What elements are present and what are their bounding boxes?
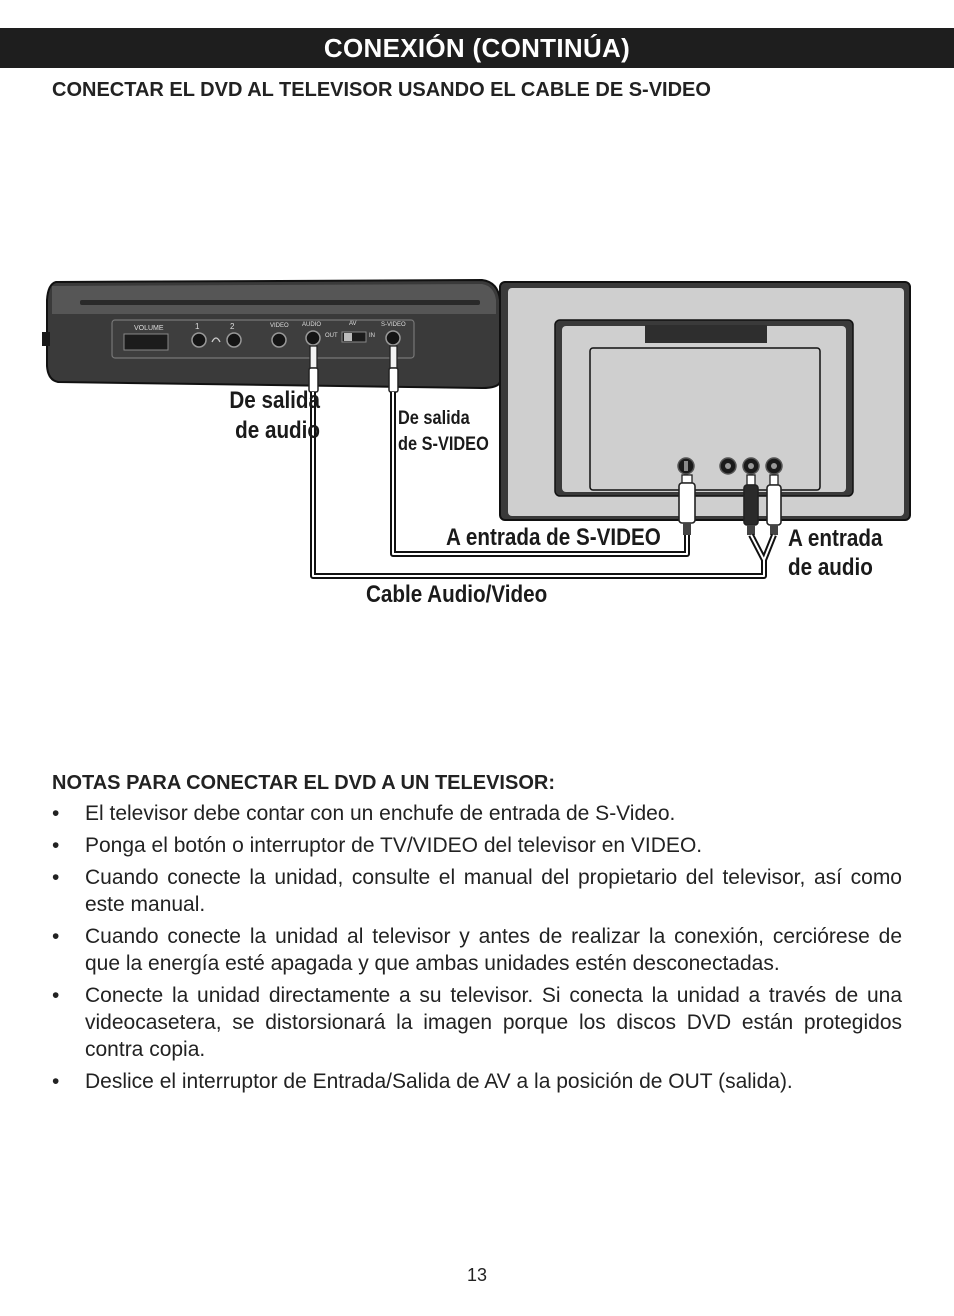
callout-cable: Cable Audio/Video <box>366 581 548 608</box>
callout-audio-out <box>174 386 320 446</box>
callout-svideo-out-line1: De salida <box>398 408 470 429</box>
notes-list <box>52 800 902 1100</box>
bullet-icon: • <box>52 925 60 948</box>
bullet-icon: • <box>52 802 60 825</box>
bullet-icon: • <box>52 984 60 1007</box>
note-text: El televisor debe contar con un enchufe de entrada de S-Video. <box>85 802 676 825</box>
panel-label-audio: AUDIO <box>302 322 322 328</box>
note-text: Cuando conecte la unidad al televisor y antes de realizar la conexión, cerciórese de que la energía esté apagada y que ambas unidades estén desconectadas. <box>85 925 902 975</box>
panel-label-av: AV <box>349 321 357 327</box>
panel-label-phones-2: 2 <box>230 322 235 331</box>
callout-audio-out-line2: de audio <box>235 417 320 444</box>
list-item <box>52 982 902 1063</box>
callout-audio-out-line1: De salida <box>229 387 320 414</box>
bullet-icon: • <box>52 866 60 889</box>
note-text: Conecte la unidad directamente a su televisor. Si conecta la unidad a través de una videocasetera, se distorsionará la imagen porque los discos DVD están protegidos contra copia. <box>85 984 902 1061</box>
callout-audio-in-line2: de audio <box>788 554 873 581</box>
callout-audio-in <box>788 524 882 582</box>
note-text: Deslice el interruptor de Entrada/Salida de AV a la posición de OUT (salida). <box>85 1070 793 1093</box>
list-item <box>52 832 902 859</box>
panel-label-video: VIDEO <box>270 323 289 329</box>
callout-audio-in-line1: A entrada <box>788 525 883 552</box>
panel-label-out: OUT <box>325 333 338 339</box>
list-item <box>52 800 902 827</box>
panel-label-volume: VOLUME <box>134 325 164 332</box>
bullet-icon: • <box>52 834 60 857</box>
notes-title: NOTAS PARA CONECTAR EL DVD A UN TELEVISOR: <box>52 772 555 794</box>
panel-label-in: IN <box>369 333 375 339</box>
callout-svideo-out-line2: de S-VIDEO <box>398 434 489 455</box>
note-text: Cuando conecte la unidad, consulte el manual del propietario del televisor, así como este manual. <box>85 866 902 916</box>
panel-label-svideo: S-VIDEO <box>381 322 406 328</box>
page-title: CONEXIÓN (CONTINÚA) <box>0 28 954 68</box>
section-subtitle: CONECTAR EL DVD AL TELEVISOR USANDO EL CABLE DE S-VIDEO <box>52 79 711 101</box>
callout-svideo-in: A entrada de S-VIDEO <box>446 524 661 551</box>
list-item <box>52 923 902 977</box>
connection-diagram <box>0 270 954 620</box>
panel-label-phones-1: 1 <box>195 322 200 331</box>
list-item <box>52 864 902 918</box>
callout-svideo-out <box>398 406 489 458</box>
television <box>500 282 910 520</box>
note-text: Ponga el botón o interruptor de TV/VIDEO del televisor en VIDEO. <box>85 834 703 857</box>
list-item <box>52 1068 902 1095</box>
dvd-player <box>42 280 500 388</box>
page-number: 13 <box>466 1265 488 1285</box>
bullet-icon: • <box>52 1070 60 1093</box>
